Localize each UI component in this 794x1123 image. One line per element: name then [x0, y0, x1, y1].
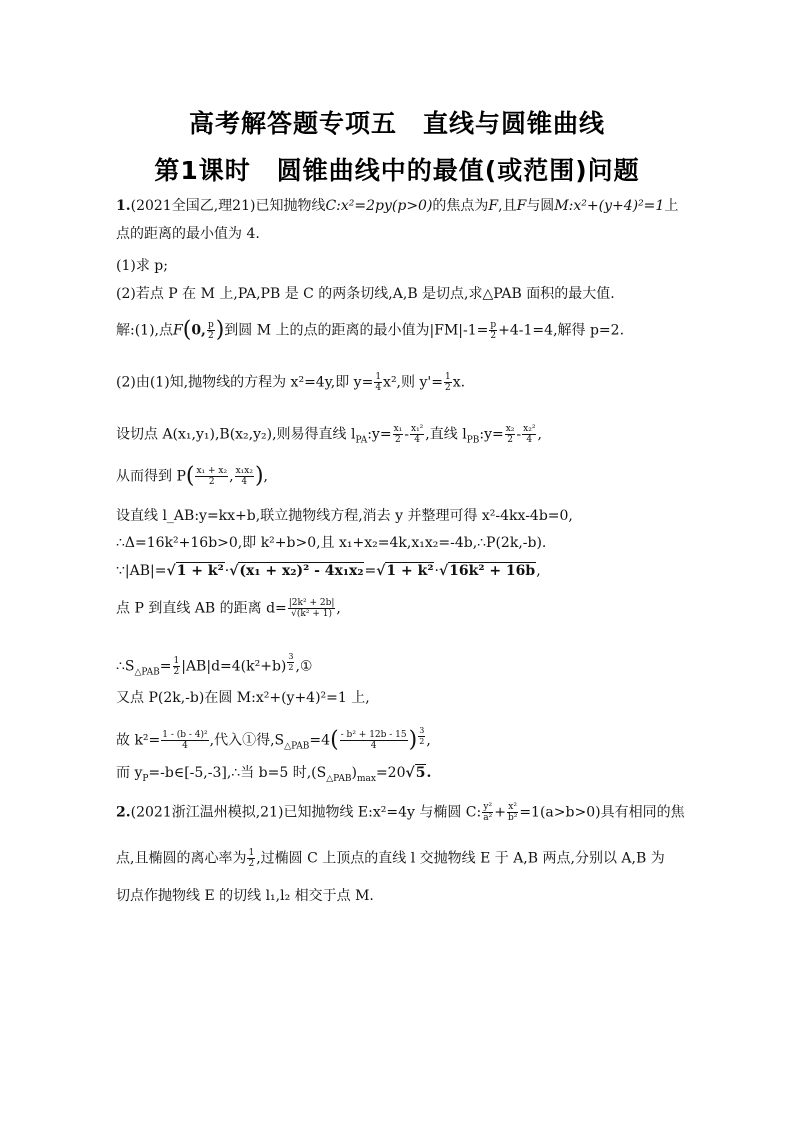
solution-step-11: 故 k²= $\frac{\text{1 - (b - 4)²}}{4}$ ,代入①得$,S_{\triangle PAB}=4$( $\frac{\text{- b² + 12b - 15}}{4}$ ) $^{\frac{3}{2}}$ , [116, 726, 431, 753]
solution-step-6: ∴Δ=16k²+16b>0,即 k²+b>0,且 x₁+x₂=4k,x₁x₂=-4b,∴P(2k,-b). [116, 535, 547, 551]
solution-step-1: 解:(1),点F(0, $\frac{p}{2}$ )到圆 M 上的点的距离的最小值为|FM|-1= $\frac{p}{2}$ +4-1=4,解得 p=2. [116, 317, 625, 343]
solution-step-2: (2)由(1)知,抛物线的方程为 x²=4y,即 y= $\frac{1}{4}$ x²,则 y'= $\frac{1}{2}$ x. [116, 372, 466, 393]
page-title: 高考解答题专项五 直线与圆锥曲线 [188, 109, 605, 138]
solution-step-12: 而 $y_P=-b\in[-5,-3],\therefore$当 b=5 时$,(S_{\triangle PAB})_{max}=20√5$. [116, 765, 432, 784]
problem-number: 2. [116, 804, 131, 821]
problem-2-stem: 2.(2021浙江温州模拟,21)已知抛物线 E:x²=4y 与椭圆 C: $\frac{\text{y²}}{\text{a²}}$ + $\frac{\text{x²}}{\text{b²}}$ =1(a>b>0)具有相同的焦 [116, 802, 685, 823]
problem-2-stem-line3: 切点作抛物线 E 的切线 l₁,l₂ 相交于点 M. [116, 888, 374, 904]
problem-number: 1. [116, 198, 131, 214]
question-2: (2)若点 P 在 M 上,PA,PB 是 C 的两条切线,A,B 是切点,求△PAB 面积的最大值. [116, 286, 615, 302]
problem-source: (2021全国乙,理21) [130, 198, 256, 214]
solution-step-8: 点 P 到直线 AB 的距离 d= $\frac{\text{|2k² + 2b|}}{\text{√(k² + 1)}}$ , [116, 598, 341, 619]
problem-2-stem-line2: 点,且椭圆的离心率为 $\frac{1}{2}$ ,过椭圆 C 上顶点的直线 l 交抛物线 E 于 A,B 两点,分别以 A,B 为 [116, 848, 665, 869]
page-subtitle: 第1课时 圆锥曲线中的最值(或范围)问题 [154, 156, 640, 185]
solution-step-7: ∵|AB|=√1 + k²·√(x₁ + x₂)² - 4x₁x₂=√1 + k²·√16k² + 16b, [116, 563, 541, 579]
solution-step-5: 设直线 l_AB:y=kx+b,联立抛物线方程,消去 y 并整理可得 x²-4kx-4b=0, [116, 508, 573, 524]
problem-1-stem-line2: 点的距离的最小值为 4. [116, 226, 260, 242]
question-1: (1)求 p; [116, 258, 168, 274]
problem-1-stem: 1.(2021全国乙,理21)已知抛物线C:x²=2py(p>0)的焦点为F,且F与圆M:x²+(y+4)²=1上 [116, 198, 679, 214]
problem-source: (2021浙江温州模拟,21) [130, 804, 284, 821]
solution-step-4: 从而得到 P( $\frac{\text{x₁ + x₂}}{2}$ , $\frac{\text{x₁x₂}}{4}$ ), [116, 463, 268, 489]
solution-step-3: 设切点 A(x₁,y₁),B(x₂,y₂),则易得直线 $l_{PA}:y=$ $\frac{\text{x₁}}{2}$ - $\frac{\text{x₁²}}{4}$ ,直线 $l_{PB}:y=$ $\frac{\text{x₂}}{2}$ - $\frac{\text{x₂²}}{4}$ , [116, 424, 542, 446]
solution-step-10: 又点 P(2k,-b)在圆 M:x²+(y+4)²=1 上, [116, 690, 370, 706]
solution-step-9: $\therefore S_{\triangle PAB}=$ $\frac{1}{2}$ |AB|d=4(k²+b) $^{\frac{3}{2}}$ ,① [116, 652, 313, 678]
